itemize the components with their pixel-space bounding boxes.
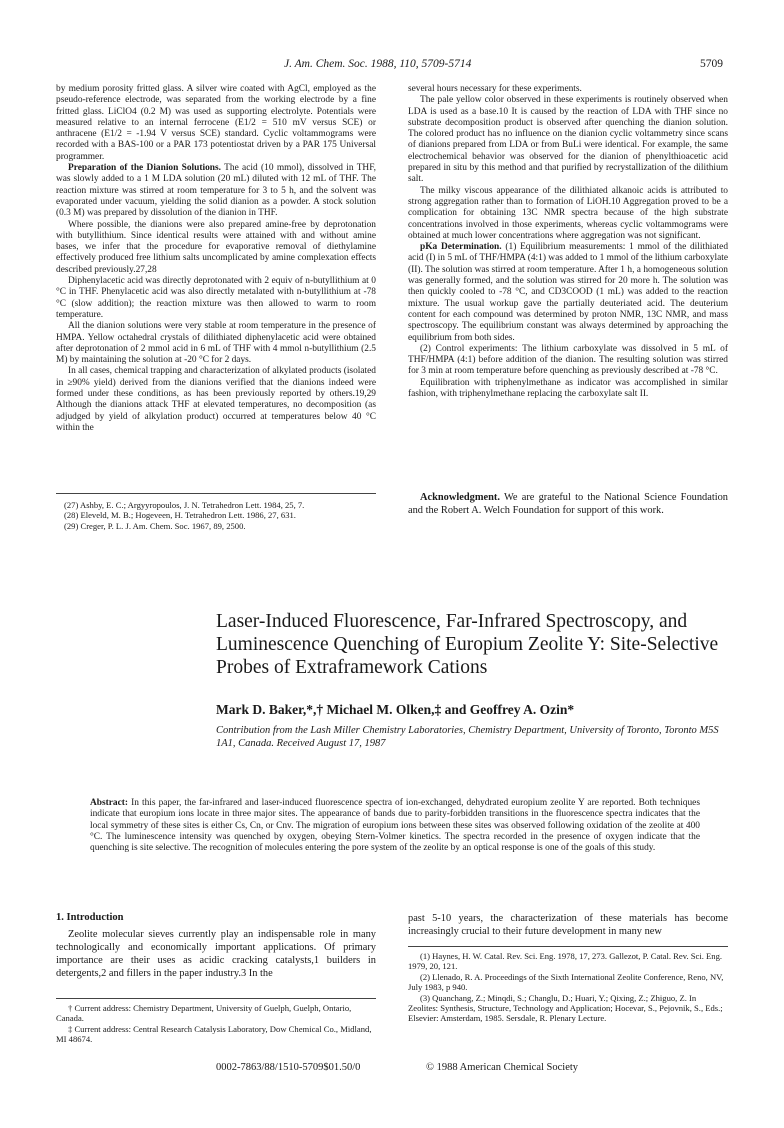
paragraph-text: (1) Equilibrium measurements: 1 mmol of the dilithiated acid (I) in 5 mL of THF/HMPA (4:1) was added to 1 mmol of the lithium carboxylate (II). The solution was stirred at room temperature. After 1 h, a homogeneous solution was generally formed, and the solution was stirred for 20 more h. The solution was then quickly cooled to -78 °C, and CD3COOD (1 mL) was added to the reaction mixture. The usual workup gave the partially deuteriated acid. The deuterium content for each compound was determined by proton NMR, 13C NMR, and mass spectroscopy. The equilibrium constant was always determined by approaching the equilibrium from both sides. [408,242,729,343]
section-heading: 1. Introduction [56,912,124,923]
footnote-divider [56,998,376,999]
issn-code: 0002-7863/88/1510-5709$01.50/0 [216,1062,361,1073]
footnote-divider [56,493,376,494]
copyright: © 1988 American Chemical Society [426,1062,579,1073]
footnote: (27) Ashby, E. C.; Argyyropoulos, J. N. Tetrahedron Lett. 1984, 25, 7. [64,500,305,510]
footnote: ‡ Current address: Central Research Catalysis Laboratory, Dow Chemical Co., Midland, MI 48674. [56,1023,372,1045]
section-run-in-heading: Preparation of the Dianion Solutions. [68,163,221,174]
journal-citation: J. Am. Chem. Soc. 1988, 110, 5709-5714 [284,58,472,70]
section-run-in-heading: pKa Determination. [420,242,502,253]
page-number: 5709 [700,58,723,70]
footnotes [64,500,376,531]
right-column [408,84,728,400]
paragraph-text: The acid (10 mmol), dissolved in THF, was slowly added to a 1 M LDA solution (20 mL) diluted with 12 mL of THF. The reaction mixture was stirred at room temperature for 3 to 5 h, and the solvent was evaporated under vacuum, yielding the solid dianion as a powder. A stock solution (0.3 M) was prepared by dissolution of the dianion in THF. [56,163,376,219]
acknowledgment-text: We are grateful to the National Science Foundation and the Robert A. Welch Foundation for support of this work. [408,492,728,516]
author-notes [56,1003,376,1045]
paragraph: The milky viscous appearance of the dilithiated alkanoic acids is attributed to strong aggregation rather than to formation of LiOH.10 Aggregation proved to be a complication for obtaining 13C NMR spectra because of the high substrate concentrations involved in those experiments, whereas cyclic voltammograms were obtained at much lower concentrations where aggregation was not significant. [408,185,728,241]
acknowledgment [408,492,728,518]
reference: (2) Llenado, R. A. Proceedings of the Sixth International Zeolite Conference, Reno, NV, July 1983, p 940. [408,971,724,993]
paragraph: In all cases, chemical trapping and characterization of alkylated products (isolated in ≥90% yield) derived from the dianions verified that the dianions indeed were formed under these conditions, as has been previously reported by others.19,29 Although the dianions attack THF at elevated temperatures, no decomposition (as adjudged by yield of alkylation product) occurred at temperatures below 40 °C within the [56,366,376,433]
abstract-heading: Abstract: [90,798,129,808]
footnote: (29) Creger, P. L. J. Am. Chem. Soc. 1967, 89, 2500. [64,520,246,531]
abstract-text: In this paper, the far-infrared and laser-induced fluorescence spectra of ion-exchanged, dehydrated europium zeolite Y are reported. Both techniques indicate that europium ions locate in three major sites. The appearance of bands due to parity-forbidden transitions in the fluorescence spectra indicates that the local symmetry of these sites is either Cs, Cn, or Cnv. The migration of europium ions between these sites was observed following oxidation of the zeolite at 400 °C. The luminescence intensity was quenched by oxygen, obeying Stern-Volmer kinetics. The spectra recorded in the presence of oxygen indicate that the quenching is site selective. The recognition of molecules entering the pore system of the zeolite by an optical response is one of the goals of this study. [90,798,700,854]
paragraph [408,242,728,344]
article-affiliation: Contribution from the Lash Miller Chemistry Laboratories, Chemistry Department, University of Toronto, Toronto M5S 1A1, Canada. Received August 17, 1987 [216,725,719,749]
footnote: † Current address: Chemistry Department, University of Guelph, Guelph, Ontario, Canada. [56,1003,352,1024]
paragraph: The pale yellow color observed in these experiments is routinely observed when LDA is used as a base.10 It is caused by the reaction of LDA with THF since no substrate decomposition product is observed after quenching the dianion solution. The colored product has no influence on the dianion cyclic voltammetry since scans of dianions prepared from LDA or from BuLi were identical. For example, the same electrochemical behavior was observed for the dianion of phenylthioacetic acid prepared in situ by this method and that purified by recrystallization of the dilithium salt. [408,95,728,185]
paragraph: Equilibration with triphenylmethane as indicator was accomplished in similar fashion, with triphenylmethane replacing the carboxylate salt II. [408,377,728,400]
paragraph: several hours necessary for these experiments. [408,84,582,94]
acknowledgment-heading: Acknowledgment. [420,492,500,503]
paragraph [56,163,376,219]
paragraph: Where possible, the dianions were also prepared amine-free by deprotonation with butyllithium. Since identical results were attained with and without amine bases, we infer that the procedure for evaporative removal of diethylamine effectively produced free lithium salts uncomplicated by amine complexation effects described previously.27,28 [56,219,376,275]
paragraph: (2) Control experiments: The lithium carboxylate was dissolved in 5 mL of THF/HMPA (4:1) before addition of the dianion. The resulting solution was stirred for 3 min at room temperature before quenching as previously described at -78 °C. [408,343,728,377]
paragraph [408,492,728,518]
article-authors: Mark D. Baker,*,† Michael M. Olken,‡ and Geoffrey A. Ozin* [216,702,575,717]
paragraph: Diphenylacetic acid was directly deprotonated with 2 equiv of n-butyllithium at 0 °C in THF. Phenylacetic acid was also directly metalated with n-butyllithium at -78 °C (slow addition); the reaction mixture was then allowed to warm to room temperature. [56,276,376,320]
footnote-divider [408,946,728,947]
reference: (1) Haynes, H. W. Catal. Rev. Sci. Eng. 1978, 17, 273. Gallezot, P. Catal. Rev. Sci. Eng. 1979, 20, 121. [408,951,723,972]
intro-right [408,912,728,938]
reference: (3) Quanchang, Z.; Minqdi, S.; Changlu, D.; Huari, Y.; Qixing, Z.; Zhiguo, Z. In Zeolites: Synthesis, Structure, Technology and Application; Hocevar, S., Pejovnik, S., Eds.; Elsevier: Amsterdam, 1985. Sersdale, R. Plenary Lecture. [408,992,723,1024]
paragraph: Zeolite molecular sieves currently play an indispensable role in many technologically and economically important applications. Of primary importance are their uses as acidic cracking catalysts,1 builders in detergents,2 and fillers in the paper industry.3 In the [56,929,376,979]
references [408,951,728,1024]
left-column [56,84,376,434]
article-title: Laser-Induced Fluorescence, Far-Infrared Spectroscopy, and Luminescence Quenching of Europium Zeolite Y: Site-Selective Probes of Extraframework Cations [216,611,719,678]
footnote: (28) Eleveld, M. B.; Hogeveen, H. Tetrahedron Lett. 1986, 27, 631. [64,510,296,521]
intro-left [56,928,376,980]
abstract [90,798,700,854]
paragraph: past 5-10 years, the characterization of these materials has become increasingly crucial to their future development in many new [408,913,728,937]
paragraph: by medium porosity fritted glass. A silver wire coated with AgCl, employed as the pseudo-reference electrode, was separated from the working electrode by a fine fritted glass. LiClO4 (0.2 M) was used as supporting electrolyte. Potentials were measured relative to an internal ferrocene (E1/2 = 510 mV versus SCE) or anthracene (E1/2 = -1.94 V versus SCE) standard. Cyclic voltammograms were recorded with a BAS-100 or a PAR 173 potentiostat driven by a PAR 175 Universal programmer. [56,84,376,162]
paragraph: All the dianion solutions were very stable at room temperature in the presence of HMPA. Yellow octahedral crystals of dilithiated diphenylacetic acid were obtained after deprotonation of 2 mmol acid in 6 mL of THF with 4 mmol n-butyllithium (2.5 M) by maintaining the solution at -20 °C for 2 days. [56,321,376,366]
